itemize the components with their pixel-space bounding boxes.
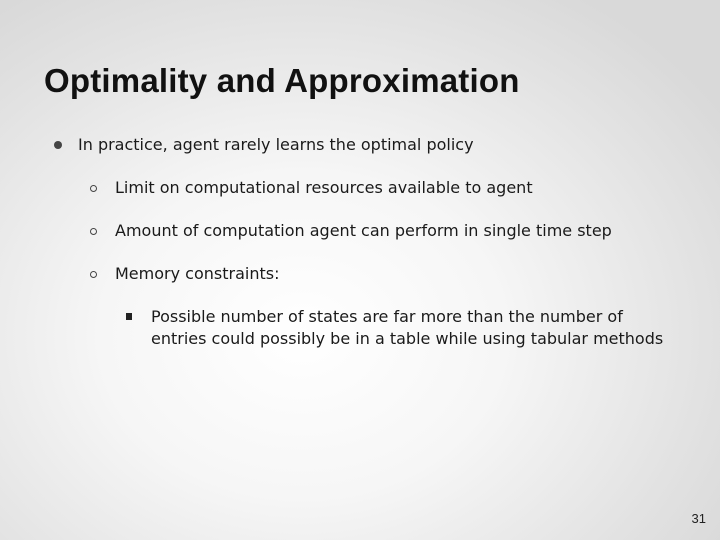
bullet-circle-icon	[90, 228, 97, 235]
bullet-circle-icon	[90, 271, 97, 278]
bullet-level2-text: Amount of computation agent can perform in single time step	[115, 221, 612, 240]
bullet-dot-icon	[54, 141, 62, 149]
bullet-level3-text-line1: Possible number of states are far more than the number of	[151, 307, 623, 326]
bullet-circle-icon	[90, 185, 97, 192]
bullet-level1-text: In practice, agent rarely learns the optimal policy	[78, 135, 474, 154]
slide-title: Optimality and Approximation	[44, 62, 520, 99]
bullet-level2-text: Limit on computational resources available to agent	[115, 178, 533, 197]
bullet-level3-text-line2: entries could possibly be in a table while using tabular methods	[151, 329, 664, 348]
page-number: 31	[691, 511, 706, 526]
bullet-level2-text: Memory constraints:	[115, 264, 280, 283]
bullet-square-icon	[126, 313, 132, 320]
